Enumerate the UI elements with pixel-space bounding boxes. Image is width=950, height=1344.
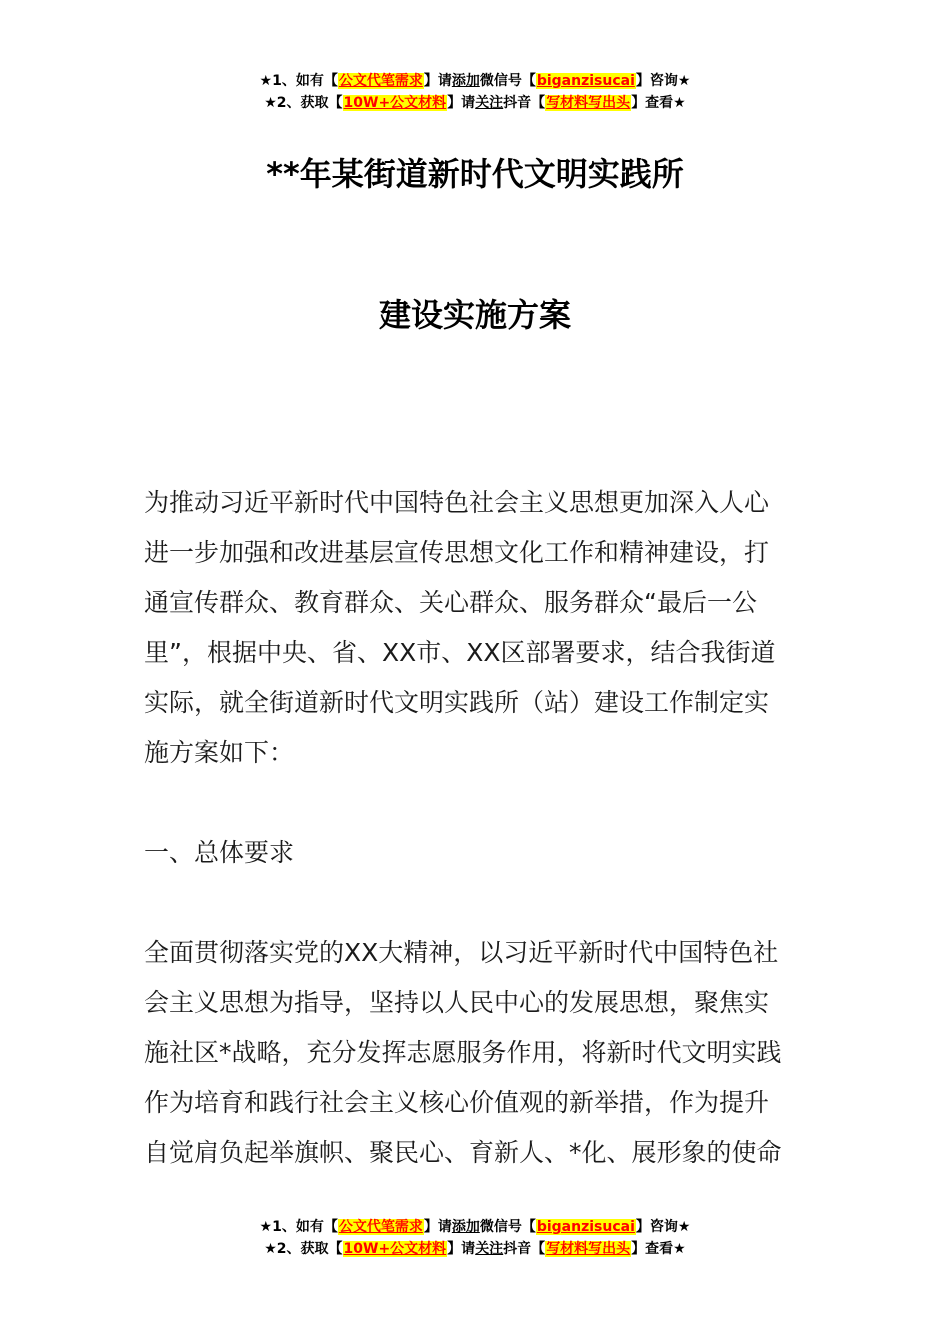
- highlight-wechat-id: biganzisucai: [536, 1219, 635, 1235]
- banner-line-1: [0, 1216, 950, 1238]
- banner-text: ★1、如有【: [259, 1219, 338, 1235]
- paragraph-line: 进一步加强和改进基层宣传思想文化工作和精神建设，打: [144, 538, 770, 567]
- highlight-service: 公文代笔需求: [338, 1219, 423, 1235]
- page-subtitle: 建设实施方案: [378, 296, 571, 334]
- banner-text: 】请: [447, 1241, 476, 1257]
- top-banner: [0, 70, 950, 114]
- banner-text: 】咨询★: [635, 1219, 691, 1235]
- paragraph-line: 全面贯彻落实党的XX大精神，以习近平新时代中国特色社: [144, 938, 779, 967]
- banner-underlined: 关注: [475, 95, 504, 111]
- banner-text: 】请: [423, 73, 452, 89]
- banner-line-2: [0, 1238, 950, 1260]
- banner-text: 】查看★: [631, 1241, 686, 1257]
- section-heading: [144, 828, 812, 878]
- paragraph-line: 施方案如下：: [144, 738, 295, 767]
- highlight-materials: 10W+公文材料: [343, 1241, 447, 1257]
- paragraph-line: 自觉肩负起举旗帜、聚民心、育新人、*化、展形象的使命: [144, 1138, 782, 1167]
- banner-text: 抖音【: [503, 95, 546, 111]
- banner-line-2: [0, 92, 950, 114]
- banner-text: 微信号【: [479, 1219, 536, 1235]
- section-paragraph: [144, 928, 812, 1178]
- bottom-banner: [0, 1216, 950, 1260]
- paragraph-line: 施社区*战略，充分发挥志愿服务作用，将新时代文明实践: [144, 1038, 782, 1067]
- banner-text: ★2、获取【: [264, 1241, 343, 1257]
- banner-text: 】请: [447, 95, 476, 111]
- banner-text: 】请: [423, 1219, 452, 1235]
- paragraph-line: 作为培育和践行社会主义核心价值观的新举措，作为提升: [144, 1088, 770, 1117]
- highlight-douyin: 写材料写出头: [546, 1241, 631, 1257]
- banner-text: 抖音【: [503, 1241, 546, 1257]
- section-heading-text: 一、总体要求: [144, 838, 295, 867]
- banner-line-1: [0, 70, 950, 92]
- banner-text: ★2、获取【: [264, 95, 343, 111]
- highlight-materials: 10W+公文材料: [343, 95, 447, 111]
- paragraph-line: 里”，根据中央、省、XX市、XX区部署要求，结合我街道: [144, 638, 776, 667]
- highlight-wechat-id: biganzisucai: [536, 73, 635, 89]
- banner-underlined: 关注: [475, 1241, 504, 1257]
- highlight-service: 公文代笔需求: [338, 73, 423, 89]
- banner-text: ★1、如有【: [259, 73, 338, 89]
- banner-text: 】咨询★: [635, 73, 691, 89]
- intro-paragraph: [144, 478, 812, 778]
- paragraph-line: 为推动习近平新时代中国特色社会主义思想更加深入人心: [144, 488, 770, 517]
- banner-underlined: 添加: [451, 73, 480, 89]
- paragraph-line: 会主义思想为指导，坚持以人民中心的发展思想，聚焦实: [144, 988, 770, 1017]
- banner-text: 微信号【: [479, 73, 536, 89]
- banner-text: 】查看★: [631, 95, 686, 111]
- highlight-douyin: 写材料写出头: [546, 95, 631, 111]
- page-title: **年某街道新时代文明实践所: [266, 155, 684, 193]
- paragraph-line: 实际，就全街道新时代文明实践所（站）建设工作制定实: [144, 688, 770, 717]
- banner-underlined: 添加: [451, 1219, 480, 1235]
- paragraph-line: 通宣传群众、教育群众、关心群众、服务群众“最后一公: [144, 588, 757, 617]
